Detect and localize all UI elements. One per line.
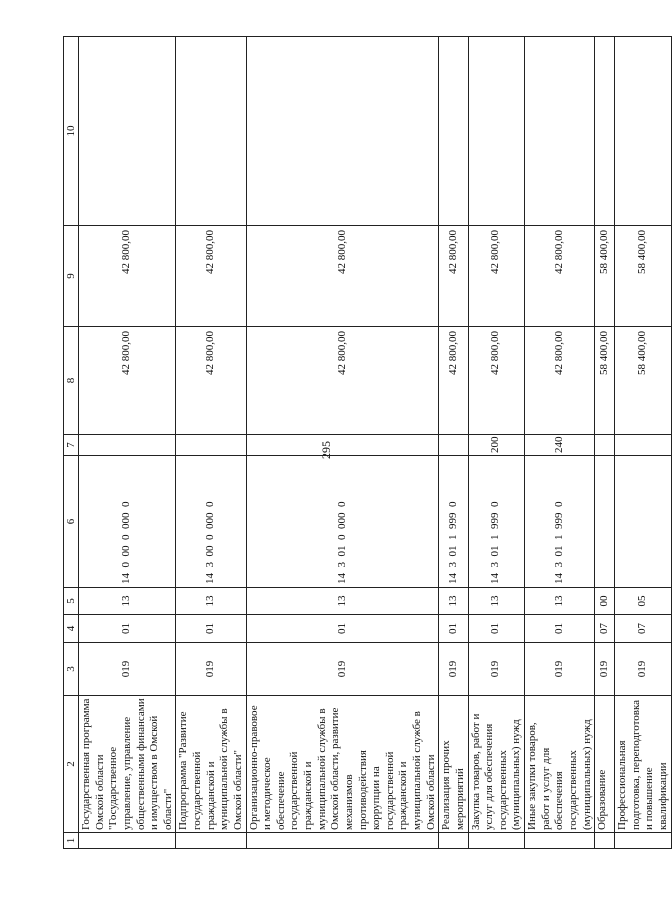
cell-c6: 14 3 01 1 999 0 xyxy=(468,456,525,588)
cell-c7 xyxy=(595,435,615,456)
cell-c3: 019 xyxy=(525,643,595,696)
cell-c6 xyxy=(595,456,615,588)
cell-c6 xyxy=(615,456,672,588)
column-header: 8 xyxy=(64,327,79,435)
column-header: 9 xyxy=(64,226,79,327)
cell-c10 xyxy=(468,37,525,226)
cell-c8: 42 800,00 xyxy=(176,327,246,435)
row-name-cell: Профессиональная подготовка, переподготовка и повышение квалификации xyxy=(615,696,672,833)
page-number: 295 xyxy=(319,441,333,459)
column-header: 6 xyxy=(64,456,79,588)
row-number-cell xyxy=(615,833,672,849)
cell-c9: 42 800,00 xyxy=(439,226,468,327)
cell-c3: 019 xyxy=(595,643,615,696)
cell-c8: 42 800,00 xyxy=(439,327,468,435)
cell-c4: 07 xyxy=(615,615,672,643)
table-row xyxy=(525,37,595,849)
cell-c5: 13 xyxy=(468,588,525,615)
cell-c6: 14 3 01 1 999 0 xyxy=(525,456,595,588)
column-header: 1 xyxy=(64,833,79,849)
row-number-cell xyxy=(79,833,176,849)
row-name-cell: Государственная программа Омской области "Государственное управление, управление общественными финансами и имуществом в Омской области" xyxy=(79,696,176,833)
cell-c6: 14 3 01 1 999 0 xyxy=(439,456,468,588)
cell-c9: 42 800,00 xyxy=(246,226,439,327)
cell-c4: 01 xyxy=(79,615,176,643)
cell-c6: 14 0 00 0 000 0 xyxy=(79,456,176,588)
rotated-table-container xyxy=(63,37,669,849)
cell-c8: 42 800,00 xyxy=(525,327,595,435)
row-name-cell: Подпрограмма "Развитие государственной гражданской и муниципальной службы в Омской области" xyxy=(176,696,246,833)
row-number-cell xyxy=(468,833,525,849)
cell-c10 xyxy=(79,37,176,226)
cell-c4: 01 xyxy=(525,615,595,643)
cell-c3: 019 xyxy=(439,643,468,696)
cell-c10 xyxy=(176,37,246,226)
row-name-cell: Организационно-правовое и методическое обеспечение государственной гражданской и муниципальной службы в Омской области, развитие механизмов противодействия коррупции на государственной гражданской и муниципальной службе в Омской области xyxy=(246,696,439,833)
table-row xyxy=(246,37,439,849)
cell-c3: 019 xyxy=(176,643,246,696)
cell-c7 xyxy=(615,435,672,456)
row-number-cell xyxy=(176,833,246,849)
column-header: 10 xyxy=(64,37,79,226)
header-row xyxy=(64,37,79,849)
table-row xyxy=(595,37,615,849)
table-row xyxy=(439,37,468,849)
cell-c10 xyxy=(615,37,672,226)
cell-c3: 019 xyxy=(246,643,439,696)
cell-c4: 01 xyxy=(176,615,246,643)
cell-c5: 00 xyxy=(595,588,615,615)
cell-c8: 58 400,00 xyxy=(615,327,672,435)
cell-c7: 200 xyxy=(468,435,525,456)
cell-c10 xyxy=(439,37,468,226)
cell-c4: 01 xyxy=(246,615,439,643)
cell-c8: 58 400,00 xyxy=(595,327,615,435)
cell-c9: 42 800,00 xyxy=(176,226,246,327)
row-number-cell xyxy=(246,833,439,849)
cell-c7 xyxy=(176,435,246,456)
table-row xyxy=(468,37,525,849)
cell-c5: 13 xyxy=(439,588,468,615)
cell-c5: 13 xyxy=(79,588,176,615)
cell-c8: 42 800,00 xyxy=(246,327,439,435)
cell-c5: 13 xyxy=(525,588,595,615)
row-name-cell: Закупка товаров, работ и услуг для обеспечения государственных (муниципальных) нужд xyxy=(468,696,525,833)
cell-c10 xyxy=(246,37,439,226)
cell-c5: 05 xyxy=(615,588,672,615)
column-header: 4 xyxy=(64,615,79,643)
row-number-cell xyxy=(595,833,615,849)
cell-c7 xyxy=(246,435,439,456)
table-row xyxy=(79,37,176,849)
cell-c4: 01 xyxy=(439,615,468,643)
cell-c6: 14 3 00 0 000 0 xyxy=(176,456,246,588)
cell-c10 xyxy=(525,37,595,226)
row-number-cell xyxy=(439,833,468,849)
cell-c8: 42 800,00 xyxy=(79,327,176,435)
cell-c5: 13 xyxy=(246,588,439,615)
cell-c10 xyxy=(595,37,615,226)
cell-c9: 42 800,00 xyxy=(525,226,595,327)
cell-c7 xyxy=(439,435,468,456)
budget-table xyxy=(63,36,672,849)
cell-c7: 240 xyxy=(525,435,595,456)
cell-c4: 01 xyxy=(468,615,525,643)
cell-c8: 42 800,00 xyxy=(468,327,525,435)
cell-c9: 58 400,00 xyxy=(615,226,672,327)
column-header: 5 xyxy=(64,588,79,615)
cell-c9: 58 400,00 xyxy=(595,226,615,327)
column-header: 7 xyxy=(64,435,79,456)
cell-c3: 019 xyxy=(79,643,176,696)
row-name-cell: Образование xyxy=(595,696,615,833)
cell-c9: 42 800,00 xyxy=(79,226,176,327)
row-number-cell xyxy=(525,833,595,849)
cell-c6: 14 3 01 0 000 0 xyxy=(246,456,439,588)
cell-c5: 13 xyxy=(176,588,246,615)
table-row xyxy=(176,37,246,849)
row-name-cell: Иные закупки товаров, работ и услуг для обеспечения государственных (муниципальных) нужд xyxy=(525,696,595,833)
table-row xyxy=(615,37,672,849)
cell-c3: 019 xyxy=(468,643,525,696)
cell-c3: 019 xyxy=(615,643,672,696)
column-header: 3 xyxy=(64,643,79,696)
row-name-cell: Реализация прочих мероприятий xyxy=(439,696,468,833)
cell-c4: 07 xyxy=(595,615,615,643)
cell-c7 xyxy=(79,435,176,456)
column-header: 2 xyxy=(64,696,79,833)
cell-c9: 42 800,00 xyxy=(468,226,525,327)
